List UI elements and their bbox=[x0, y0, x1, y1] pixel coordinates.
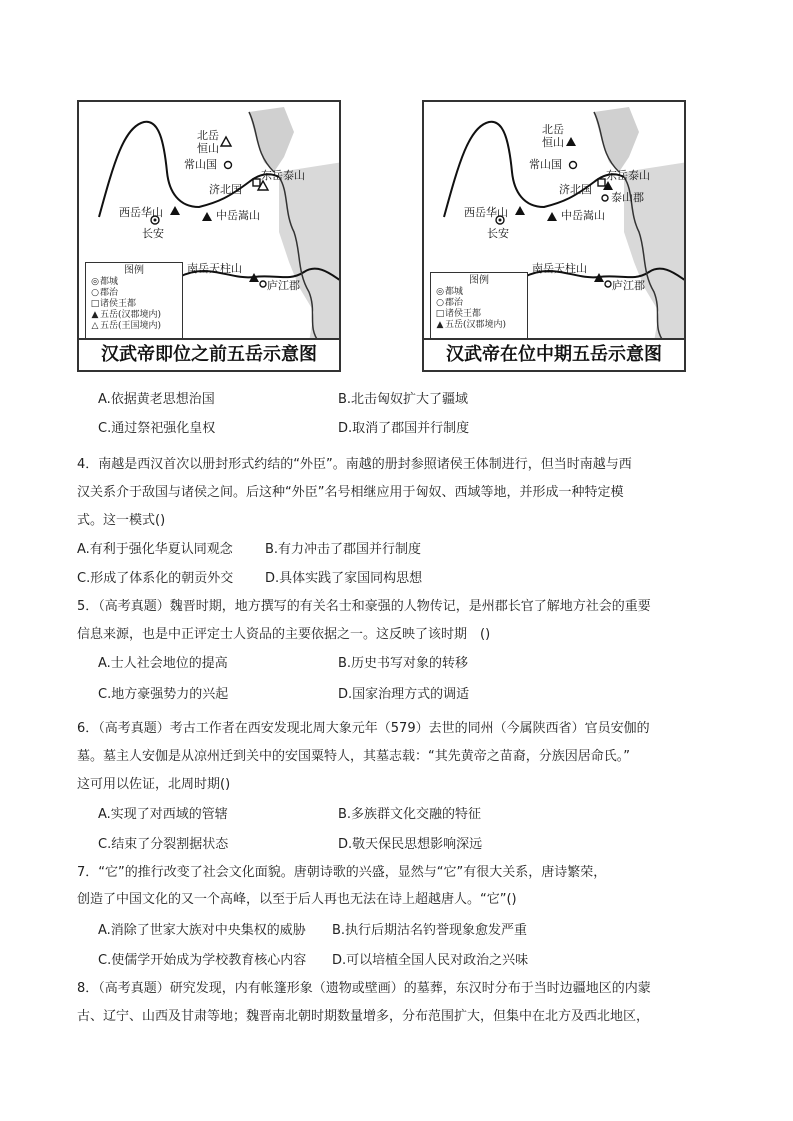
q6-option-b[interactable]: B.多族群文化交融的特征 bbox=[338, 807, 482, 822]
label-west-yue: 西岳华山 bbox=[119, 206, 163, 219]
label-jibei: 济北国 bbox=[209, 183, 242, 196]
q7-stem-line: 创造了中国文化的又一个高峰，以至于后人再也无法在诗上超越唐人。“它”() bbox=[77, 892, 517, 907]
commandery-seat-icon: ○ bbox=[91, 288, 99, 298]
map-before-wudi bbox=[77, 100, 341, 372]
label-hengshan: 恒山 bbox=[197, 142, 219, 155]
kingdom-capital-icon: □ bbox=[435, 309, 445, 319]
commandery-seat-icon: ○ bbox=[436, 298, 444, 308]
label-east-yue: 东岳泰山 bbox=[606, 169, 650, 182]
map-mid-wudi bbox=[422, 100, 686, 372]
q5-stem-line: 5．（高考真题）魏晋时期，地方撰写的有关名士和豪强的人物传记，是州郡长官了解地方社会的重要 bbox=[77, 599, 651, 614]
capital-icon: ◎ bbox=[436, 287, 444, 297]
q5-option-b[interactable]: B.历史书写对象的转移 bbox=[338, 656, 469, 671]
label-central-yue: 中岳嵩山 bbox=[216, 209, 260, 222]
q6-option-c[interactable]: C.结束了分裂割据状态 bbox=[98, 837, 229, 852]
label-hengshan: 恒山 bbox=[542, 136, 564, 149]
label-west-yue: 西岳华山 bbox=[464, 206, 508, 219]
label-east-yue: 东岳泰山 bbox=[261, 169, 305, 182]
q5-stem-line: 信息来源，也是中正评定士人资品的主要依据之一。这反映了该时期 () bbox=[77, 627, 491, 642]
label-taishan-jun: 泰山郡 bbox=[611, 191, 644, 204]
label-jibei: 济北国 bbox=[559, 183, 592, 196]
q8-stem-line: 古、辽宁、山西及甘肃等地；魏晋南北朝时期数量增多，分布范围扩大，但集中在北方及西北地区， bbox=[77, 1009, 650, 1024]
legend-row-yue-han: ▲ 五岳(汉郡境内) bbox=[91, 310, 162, 320]
q7-option-d[interactable]: D.可以培植全国人民对政治之兴味 bbox=[332, 953, 529, 968]
label-lujiang: 庐江郡 bbox=[267, 279, 300, 292]
label-changshan: 常山国 bbox=[184, 158, 217, 171]
label-central-yue: 中岳嵩山 bbox=[561, 209, 605, 222]
map2-caption: 汉武帝在位中期五岳示意图 bbox=[424, 338, 684, 370]
map2-legend bbox=[430, 272, 528, 342]
filled-triangle-icon: ▲ bbox=[436, 320, 444, 330]
legend-title: 图例 bbox=[124, 265, 144, 276]
legend-row-kingdom: □诸侯王都 bbox=[435, 309, 482, 319]
label-changan: 长安 bbox=[142, 227, 164, 240]
map1-caption: 汉武帝即位之前五岳示意图 bbox=[79, 338, 339, 370]
legend-row-capital: ◎都城 bbox=[91, 277, 119, 287]
legend-row-yue-han: ▲ 五岳(汉郡境内) bbox=[436, 320, 507, 330]
q7-stem-line: 7．“它”的推行改变了社会文化面貌。唐朝诗歌的兴盛，显然与“它”有很大关系，唐诗繁荣， bbox=[77, 865, 607, 880]
q3-option-a[interactable]: A.依据黄老思想治国 bbox=[98, 392, 215, 407]
label-lujiang: 庐江郡 bbox=[612, 279, 645, 292]
q6-stem-line: 墓。墓主人安伽是从凉州迁到关中的安国粟特人，其墓志载：“其先黄帝之苗裔，分族因居命氏。” bbox=[77, 749, 630, 764]
q6-stem-line: 这可用以佐证，北周时期() bbox=[77, 777, 231, 792]
q5-option-a[interactable]: A.士人社会地位的提高 bbox=[98, 656, 228, 671]
label-changan: 长安 bbox=[487, 227, 509, 240]
q4-option-b[interactable]: B.有力冲击了郡国并行制度 bbox=[265, 542, 422, 557]
filled-triangle-icon: ▲ bbox=[91, 310, 99, 320]
q4-stem-line: 汉关系介于敌国与诸侯之间。后这种“外臣”名号相继应用于匈奴、西域等地，并形成一种特定模 bbox=[77, 485, 624, 500]
q7-option-c[interactable]: C.使儒学开始成为学校教育核心内容 bbox=[98, 953, 307, 968]
q4-option-c[interactable]: C.形成了体系化的朝贡外交 bbox=[77, 571, 234, 586]
q5-option-d[interactable]: D.国家治理方式的调适 bbox=[338, 687, 470, 702]
label-south-yue: 南岳天柱山 bbox=[532, 262, 587, 275]
kingdom-capital-icon: □ bbox=[90, 299, 100, 309]
q4-option-a[interactable]: A.有利于强化华夏认同观念 bbox=[77, 542, 233, 557]
legend-row-kingdom: □诸侯王都 bbox=[90, 299, 137, 309]
q4-option-d[interactable]: D.具体实践了家国同构思想 bbox=[265, 571, 423, 586]
label-changshan: 常山国 bbox=[529, 158, 562, 171]
q3-option-b[interactable]: B.北击匈奴扩大了疆域 bbox=[338, 392, 469, 407]
legend-row-yue-kingdom: △ 五岳(王国境内) bbox=[91, 321, 162, 331]
q8-stem-line: 8．（高考真题）研究发现，内有帐篷形象（遗物或壁画）的墓葬，东汉时分布于当时边疆地区的内蒙 bbox=[77, 981, 651, 996]
q6-stem-line: 6．（高考真题）考古工作者在西安发现北周大象元年（579）去世的同州（今属陕西省）官员安伽的 bbox=[77, 721, 650, 736]
q3-option-c[interactable]: C.通过祭祀强化皇权 bbox=[98, 421, 216, 436]
label-south-yue: 南岳天柱山 bbox=[187, 262, 242, 275]
q6-option-d[interactable]: D.敬天保民思想影响深远 bbox=[338, 837, 483, 852]
map1-legend bbox=[85, 262, 183, 340]
q6-option-a[interactable]: A.实现了对西域的管辖 bbox=[98, 807, 228, 822]
q4-stem-line: 4．南越是西汉首次以册封形式约结的“外臣”。南越的册封参照诸侯王体制进行，但当时南越与西 bbox=[77, 457, 632, 472]
legend-row-commandery: ○郡治 bbox=[91, 288, 119, 298]
label-north-yue: 北岳 bbox=[542, 123, 564, 136]
hollow-triangle-icon: △ bbox=[91, 321, 99, 331]
legend-title: 图例 bbox=[469, 275, 489, 286]
q5-option-c[interactable]: C.地方豪强势力的兴起 bbox=[98, 687, 229, 702]
q3-option-d[interactable]: D.取消了郡国并行制度 bbox=[338, 421, 470, 436]
legend-row-commandery: ○郡治 bbox=[436, 298, 464, 308]
legend-row-capital: ◎都城 bbox=[436, 287, 464, 297]
label-north-yue: 北岳 bbox=[197, 129, 219, 142]
q7-option-a[interactable]: A.消除了世家大族对中央集权的威胁 bbox=[98, 923, 306, 938]
q7-option-b[interactable]: B.执行后期沽名钓誉现象愈发严重 bbox=[332, 923, 528, 938]
capital-icon: ◎ bbox=[91, 277, 99, 287]
q4-stem-line: 式。这一模式() bbox=[77, 513, 166, 528]
